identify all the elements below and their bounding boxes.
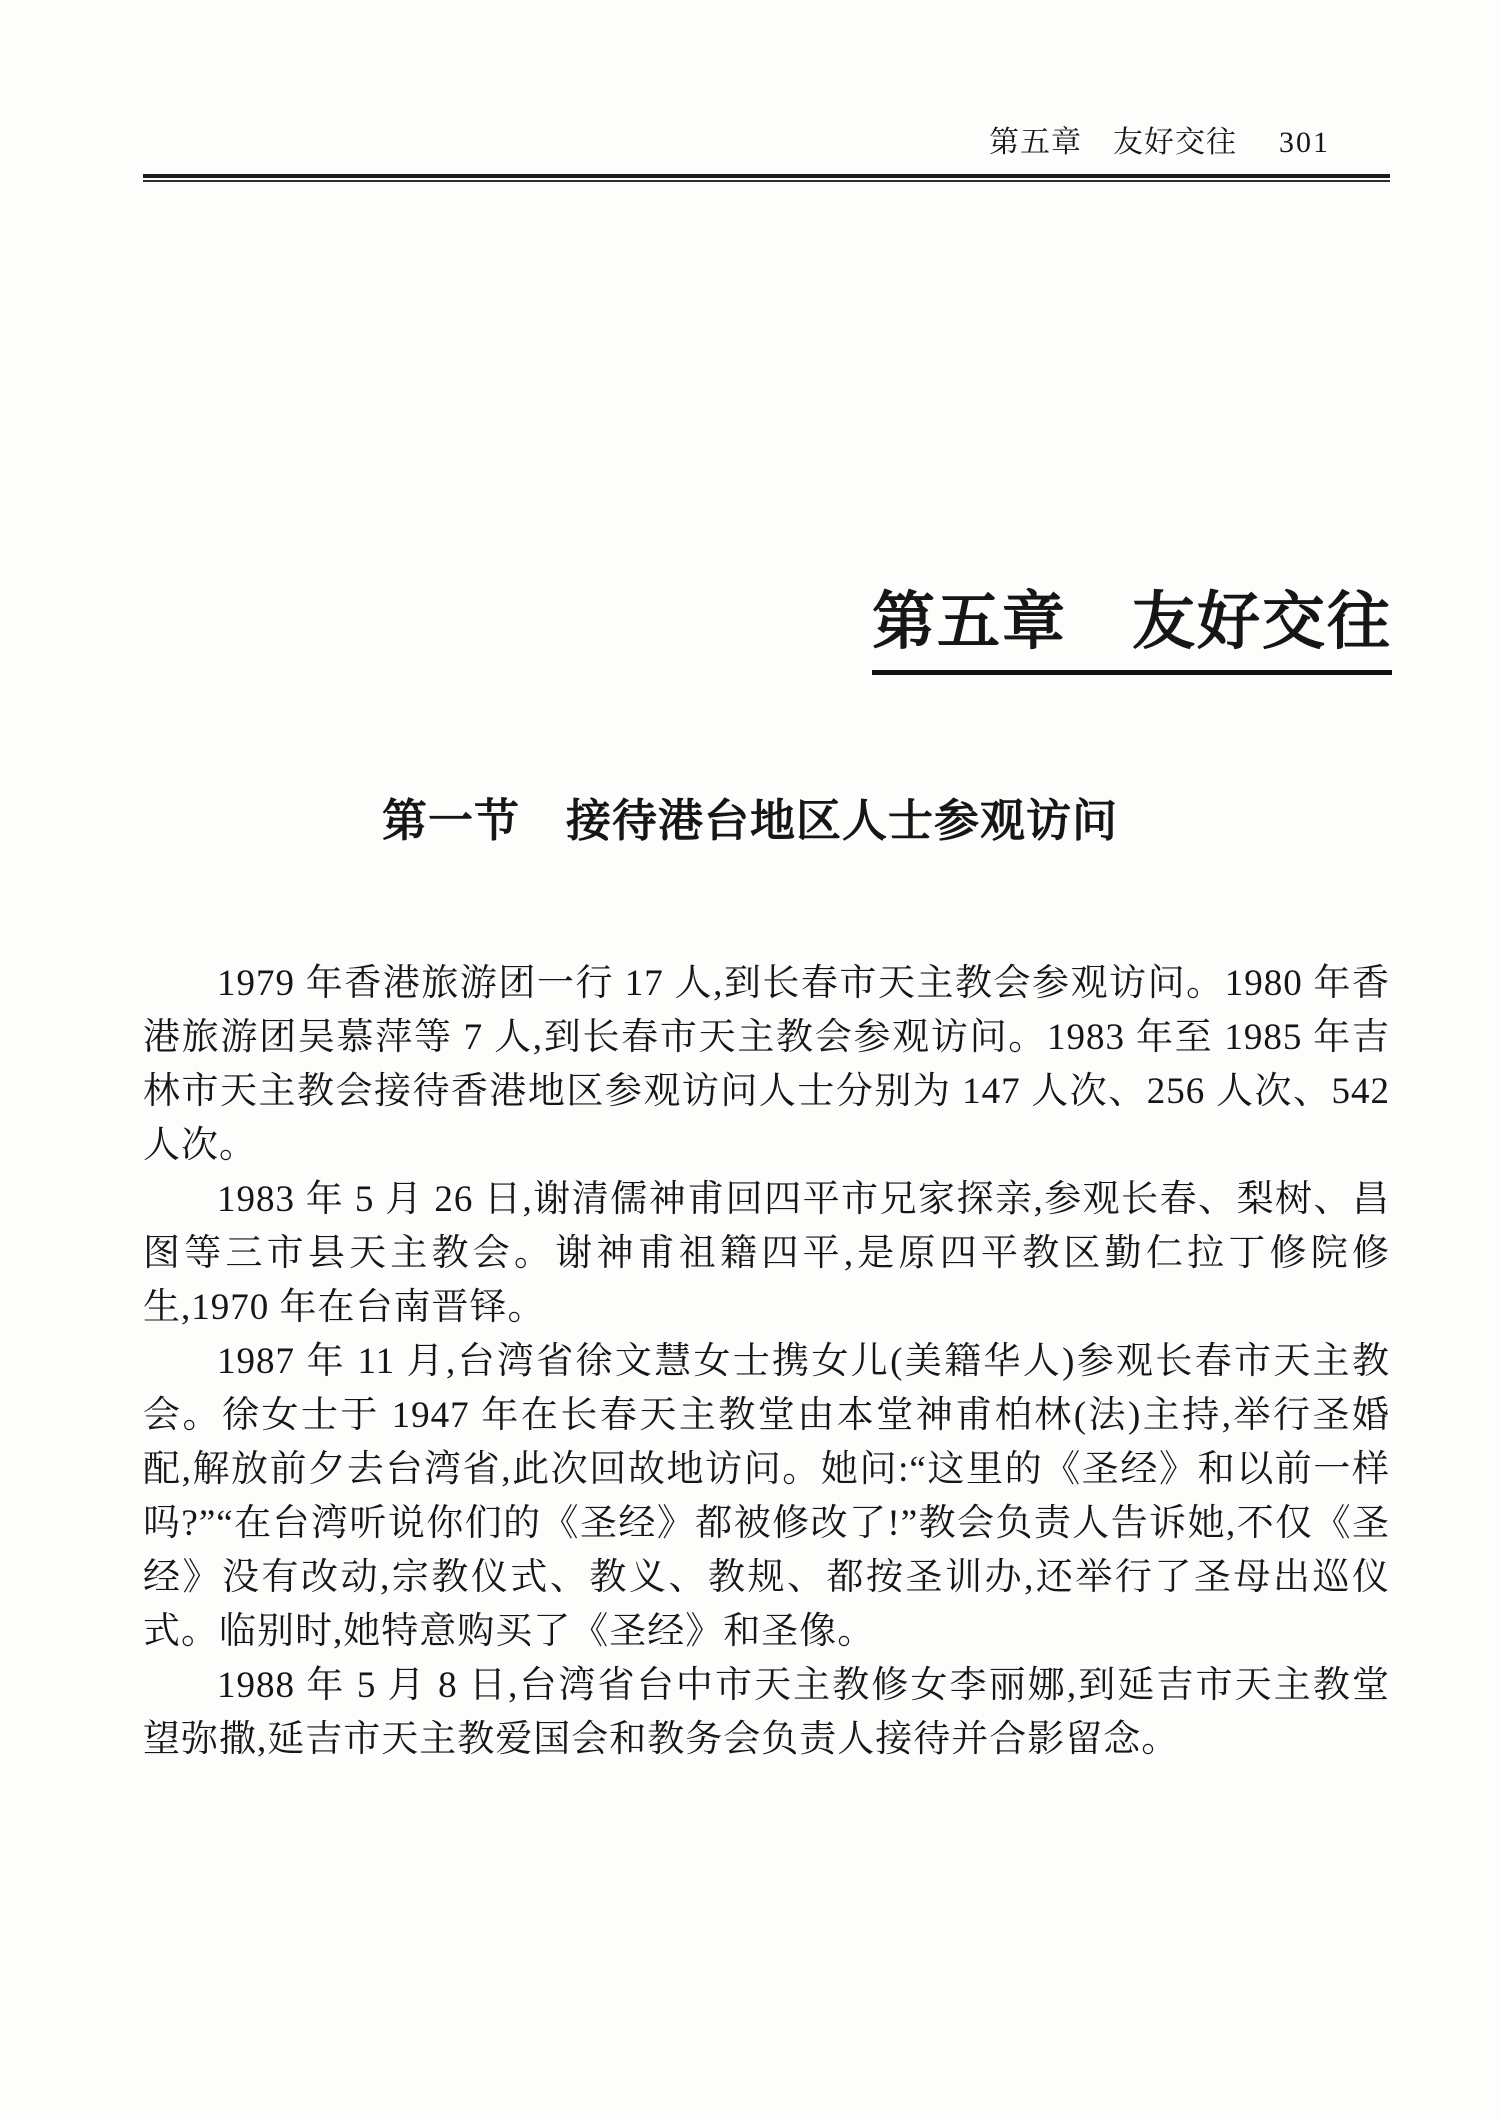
paragraph-4: 1988 年 5 月 8 日,台湾省台中市天主教修女李丽娜,到延吉市天主教堂望弥撒,延吉市天主教爱国会和教务会负责人接待并合影留念。	[143, 1665, 1390, 1760]
paragraph-1: 1979 年香港旅游团一行 17 人,到长春市天主教会参观访问。1980 年香港旅游团吴慕萍等 7 人,到长春市天主教会参观访问。1983 年至 1985 年吉林市天主教会接待香港地区参观访问人士分别为 147 人次、256 人次、542 人次。	[143, 963, 1390, 1166]
header-rule	[143, 174, 1390, 182]
running-header-title: 第五章 友好交往	[989, 126, 1237, 159]
chapter-title: 第五章 友好交往	[872, 586, 1392, 675]
page-number: 301	[1279, 126, 1330, 159]
body-text	[143, 957, 1390, 1767]
section-title: 第一节 接待港台地区人士参观访问	[381, 795, 1118, 846]
paragraph-3: 1987 年 11 月,台湾省徐文慧女士携女儿(美籍华人)参观长春市天主教会。徐女士于 1947 年在长春天主教堂由本堂神甫柏林(法)主持,举行圣婚配,解放前夕去台湾省,此次回故地访问。她问:“这里的《圣经》和以前一样吗?”“在台湾听说你们的《圣经》都被修改了!”教会负责人告诉她,不仅《圣经》没有改动,宗教仪式、教义、教规、都按圣训办,还举行了圣母出巡仪式。临别时,她特意购买了《圣经》和圣像。	[143, 1341, 1390, 1652]
header-rule-thin-line	[143, 180, 1390, 182]
paragraph-2: 1983 年 5 月 26 日,谢清儒神甫回四平市兄家探亲,参观长春、梨树、昌图等三市县天主教会。谢神甫祖籍四平,是原四平教区勤仁拉丁修院修生,1970 年在台南晋铎。	[143, 1179, 1390, 1328]
running-header	[989, 123, 1330, 163]
